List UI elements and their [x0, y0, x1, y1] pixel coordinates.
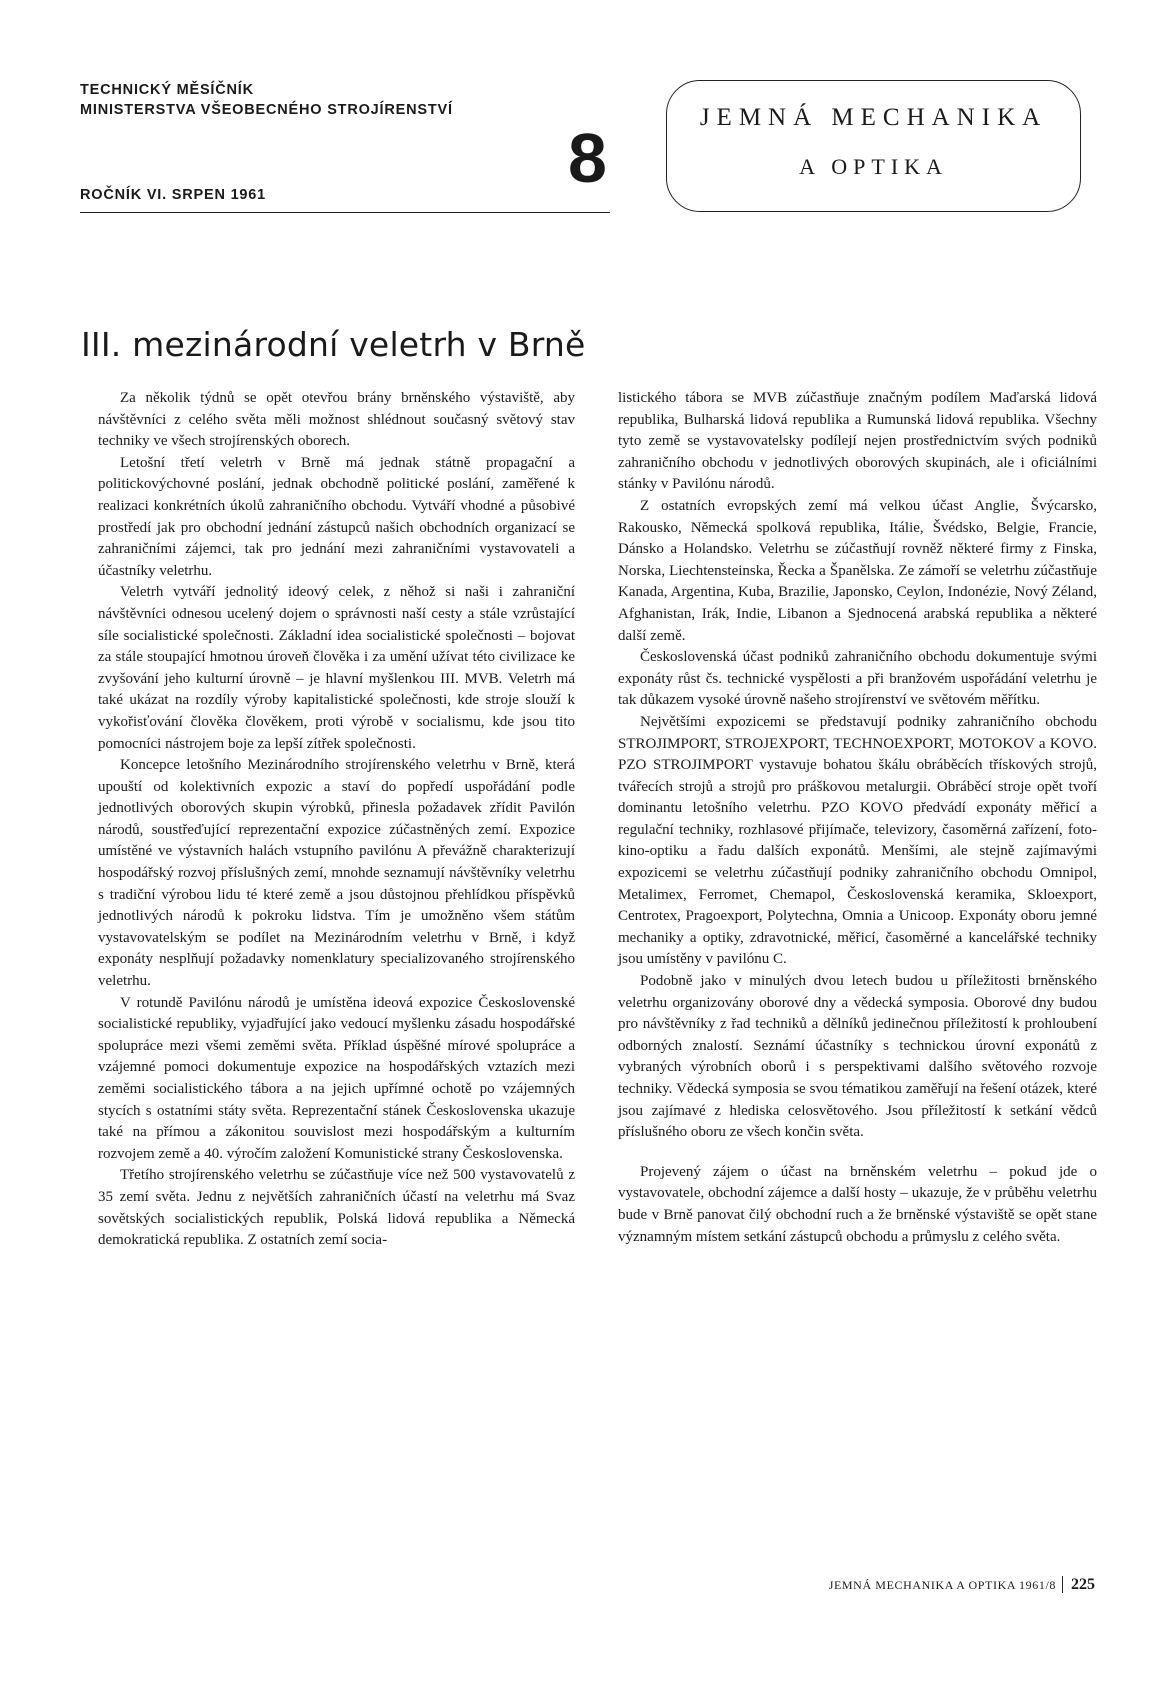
- publisher-line-2: MINISTERSTVA VŠEOBECNÉHO STROJÍRENSTVÍ: [80, 102, 453, 118]
- issue-number: 8: [568, 119, 607, 197]
- paragraph: listického tábora se MVB zúčastňuje značným podílem Maďarská lidová republika, Bulharská lidová republika a Rumunská lidová republika. Všechny tyto země se vystavovatelsky podílejí nejen prostřednictvím svých podniků zahraničního obchodu v jednotlivých oborových skupinách, ale i oficiálními stánky v Pavilónu národů.: [618, 390, 1097, 493]
- masthead-publisher: [80, 80, 610, 120]
- header-rule: [80, 212, 610, 213]
- paragraph: Z ostatních evropských zemí má velkou účast Anglie, Švýcarsko, Rakousko, Německá spolková republika, Itálie, Švédsko, Belgie, Francie, Dánsko a Holandsko. Veletrhu se zúčastňují rovněž některé firmy z Finska, Norska, Liechtensteinska, Řecka a Španělska. Ze zámoří se veletrhu zúčastňuje Kanada, Argentina, Kuba, Brazilie, Japonsko, Ceylon, Indonézie, Nový Zéland, Afghanistan, Irák, Indie, Libanon a Sjednocená arabská republika a některé další země.: [618, 497, 1097, 644]
- paragraph: Největšími expozicemi se představují podniky zahraničního obchodu STROJIMPORT, STROJEXPORT, TECHNOEXPORT, MOTOKOV a KOVO. PZO STROJIMPORT vystavuje bohatou škálu obráběcích třískových strojů, tvářecích strojů a strojů pro práškovou metalurgii. Obráběcí stroje opět tvoří dominantu letošního veletrhu. PZO KOVO předvádí exponáty měřicí a regulační techniky, rozhlasové přijímače, televizory, časoměrná zařízení, foto-kino-optiku a řadu dalších exponátů. Menšími, ale stejně zajímavými expozicemi se veletrhu zúčastňují podniky zahraničního obchodu Omnipol, Metalimex, Ferromet, Chemapol, Československá keramika, Skloexport, Centrotex, Pragoexport, Polytechna, Omnia a Unicoop. Exponáty oboru jemné mechaniky a optiky, zdravotnické, měřicí, časoměrné a kancelářské techniky jsou umístěny v pavilónu C.: [618, 713, 1097, 968]
- paragraph: Letošní třetí veletrh v Brně má jednak státně propagační a politickovýchovné poslání, jednak obchodně politické poslání, zaměřené k realizaci konkrétních úkolů zahraničního obchodu. Vytváří vhodné a působivé prostředí jak pro obchodní jednání zástupců našich obchodních organizací se zahraničními zájemci, tak pro jednání mezi zahraničními vystavovateli a účastníky veletrhu.: [98, 454, 575, 579]
- publisher-line-1: TECHNICKÝ MĚSÍČNÍK: [80, 82, 254, 98]
- paragraph: Za několik týdnů se opět otevřou brány brněnského výstaviště, aby návštěvníci z celého světa měli možnost shlédnout současný světový stav techniky ve všech strojírenských oborech.: [98, 390, 575, 450]
- article-column-right: [618, 388, 1097, 1248]
- paragraph: Podobně jako v minulých dvou letech budou u příležitosti brněnského veletrhu organizovány oborové dny a vědecká symposia. Oborové dny budou pro návštěvníky z řad techniků a dělníků jedinečnou příležitostí k prohloubení odborných znalostí. Seznámí účastníky s technickou úrovní exponátů z vybraných výrobních oborů i s perspektivami dalšího světového rozvoje techniky. Vědecká symposia se svou tématikou zaměřují na řešení otázek, které jsou zajímavé z hlediska celosvětového. Jsou příležitostí k setkání vědců příslušného oboru ze všech končin světa.: [618, 973, 1097, 1141]
- page-footer: [829, 1576, 1095, 1594]
- article-column-left: [98, 388, 575, 1252]
- journal-title-line-2: A OPTIKA: [799, 154, 948, 179]
- paragraph: Koncepce letošního Mezinárodního strojírenského veletrhu v Brně, která upouští od kolektivních expozic a staví do popředí uspořádání podle jednotlivých oborových skupin výrobků, přinesla požadavek zřídit Pavilón národů, soustřeďující reprezentační expozice zúčastněných zemí. Expozice umístěné ve výstavních halách vstupního pavilónu A převážně charakterizují hospodářský rozvoj příslušných zemí, mnohde seznamují návštěvníky veletrhu s tradiční výrobou lidu té které země a jsou důstojnou přehlídkou příspěvků jednotlivých národů k pokroku lidstva. Tím je umožněno všem státům vystavovatelským se podílet na Mezinárodním veletrhu v Brně, i když exponáty nesplňují požadavky nomenklatury specializovaného strojírenského veletrhu.: [98, 757, 575, 990]
- journal-title-line-1: JEMNÁ MECHANIKA: [699, 104, 1048, 131]
- paragraph: Veletrh vytváří jednolitý ideový celek, z něhož si naši i zahraniční návštěvníci odnesou ucelený dojem o správnosti naší cesty a stále vzrůstající síle socialistické společnosti. Základní idea socialistické společnosti – bojovat za stále stoupající hmotnou úroveň člověka i za umění užívat této civilizace ke zvyšování jeho kulturní úrovně – je hlavní myšlenkou III. MVB. Veletrh má také ukázat na rozdíly výroby kapitalistické společnosti, kde stroje slouží k vykořisťování člověka člověkem, proti výrobě v socialismu, kde jsou tito pomocníci nástrojem boje za lepší zítřek společnosti.: [98, 584, 575, 752]
- footer-journal-reference: JEMNÁ MECHANIKA A OPTIKA 1961/8: [828, 1578, 1056, 1592]
- paragraph: V rotundě Pavilónu národů je umístěna ideová expozice Československé socialistické republiky, vyjadřující jako vedoucí myšlenku zásadu hospodářské spolupráce mezi všemi zeměmi světa. Příklad úspěšné mírové spolupráce a vzájemné pomoci dokumentuje expozice na hospodářských vztazích mezi zeměmi socialistického tábora a na jejich upřímné ochotě po vzájemných stycích s ostatními státy světa. Reprezentační stánek Československa ukazuje také na přímou a zákonitou souvislost mezi hospodářským a kulturním rozvojem země a 40. výročím založení Komunistické strany Československa.: [98, 994, 575, 1162]
- closing-paragraph: Projevený zájem o účast na brněnském veletrhu – pokud jde o vystavovatele, obchodní zájemce a další hosty – ukazuje, že v průběhu veletrhu bude v Brně panovat čilý obchodní ruch a že brněnské výstaviště se opět stane významným místem setkání zástupců obchodu a průmyslu z celého světa.: [618, 1163, 1097, 1245]
- journal-title-frame: [666, 80, 1081, 212]
- article-title: III. mezinárodní veletrh v Brně: [81, 325, 586, 364]
- volume-date: ROČNÍK VI. SRPEN 1961: [80, 187, 267, 203]
- paragraph: Československá účast podniků zahraničního obchodu dokumentuje svými exponáty růst čs. technické vyspělosti a při branžovém uspořádání veletrhu je tak důkazem vysoké úrovně našeho strojírenství ve světovém měřítku.: [618, 649, 1097, 709]
- page-number: 225: [1062, 1576, 1095, 1593]
- paragraph: Třetího strojírenského veletrhu se zúčastňuje více než 500 vystavovatelů z 35 zemí světa. Jednu z největších zahraničních účastí na veletrhu má Svaz sovětských socialistických republik, Polská lidová republika a Německá demokratická republika. Z ostatních zemí socia-: [98, 1167, 575, 1249]
